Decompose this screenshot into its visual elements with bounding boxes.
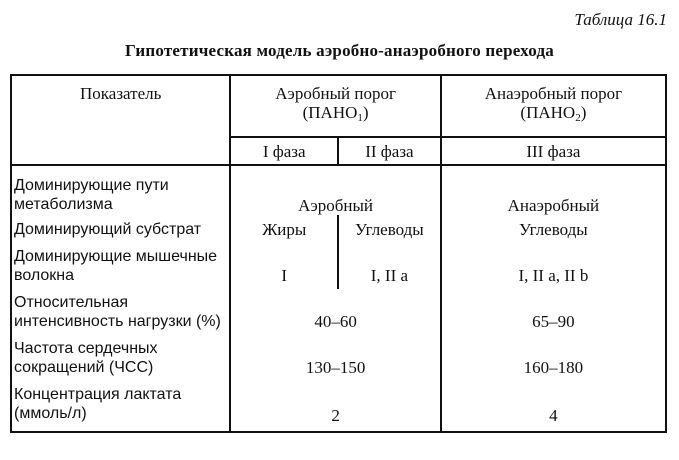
cell-anaerobic: Анаэробный (441, 165, 666, 215)
header-indicator: Показатель (11, 75, 230, 165)
table-row (11, 289, 666, 335)
row-label: Доминирующий субстрат (11, 215, 230, 243)
table-row (11, 215, 666, 243)
cell-anaerobic: 4 (441, 381, 666, 432)
row-label: Частота сердечных сокращений (ЧСС) (11, 335, 230, 381)
cell-phase-1: Жиры (230, 215, 338, 243)
cell-anaerobic: 65–90 (441, 289, 666, 335)
header-phase-1: I фаза (230, 137, 338, 165)
row-label: Доминирующие мышечные волокна (11, 243, 230, 289)
table-row (11, 165, 666, 215)
aerobic-threshold-code: $(ПАНО_1)$ (302, 103, 369, 124)
cell-phase-2: I, II a (338, 243, 441, 289)
cell-anaerobic: Углеводы (441, 215, 666, 243)
header-phase-3: III фаза (441, 137, 666, 165)
row-label: Относительная интенсивность нагрузки (%) (11, 289, 230, 335)
cell-phase-2: Углеводы (338, 215, 441, 243)
header-aerobic-threshold (230, 75, 440, 137)
cell-phase-1: I (230, 243, 338, 289)
cell-aerobic: 40–60 (230, 289, 440, 335)
anaerobic-threshold-label: Анаэробный порог (484, 84, 623, 103)
row-label: Концентрация лактата (ммоль/л) (11, 381, 230, 432)
row-label: Доминирующие пути метаболизма (11, 165, 230, 215)
cell-aerobic: 130–150 (230, 335, 440, 381)
anaerobic-threshold-code: $(ПАНО_2)$ (520, 103, 587, 124)
table-row (11, 243, 666, 289)
header-phase-2: II фаза (338, 137, 441, 165)
header-anaerobic-threshold (441, 75, 666, 137)
cell-aerobic: 2 (230, 381, 440, 432)
table-row (11, 381, 666, 432)
table-row (11, 335, 666, 381)
cell-anaerobic: I, II a, II b (441, 243, 666, 289)
table-caption: Таблица 16.1 (574, 10, 667, 29)
aerobic-threshold-label: Аэробный порог (275, 84, 396, 103)
cell-aerobic: Аэробный (230, 165, 440, 215)
table-title: Гипотетическая модель аэробно-анаэробного перехода (125, 41, 554, 60)
threshold-table (10, 74, 667, 433)
cell-anaerobic: 160–180 (441, 335, 666, 381)
